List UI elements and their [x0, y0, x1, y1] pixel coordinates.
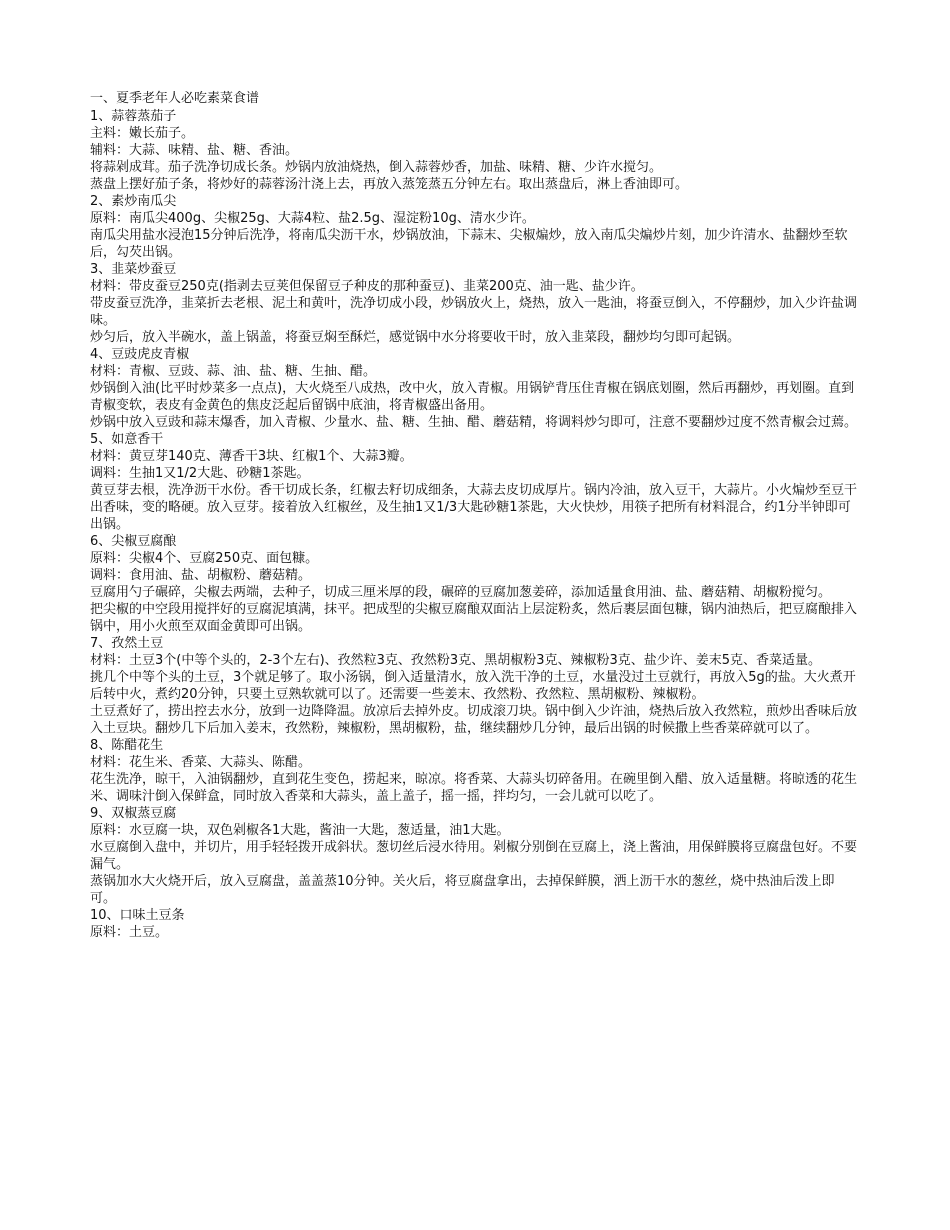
ingredients-line: 原料：南瓜尖400g、尖椒25g、大蒜4粒、盐2.5g、湿淀粉10g、清水少许。 [90, 211, 535, 226]
instruction-paragraph: 花生洗净，晾干，入油锅翻炒，直到花生变色，捞起来，晾凉。将香菜、大蒜头切碎备用。在碗里倒入醋、放入适量糖。将晾透的花生米、调味汁倒入保鲜盒，同时放入香菜和大蒜头，盖上盖子，摇一摇，拌均匀，一会儿就可以吃了。 [90, 772, 858, 804]
recipe-heading: 7、孜然土豆 [90, 636, 164, 651]
recipe-heading: 4、豆豉虎皮青椒 [90, 347, 190, 362]
instruction-paragraph: 炒锅中放入豆豉和蒜末爆香，加入青椒、少量水、盐、糖、生抽、醋、蘑菇精，将调料炒匀即可，注意不要翻炒过度不然青椒会过蔫。 [90, 415, 858, 430]
recipe-heading: 5、如意香干 [90, 432, 164, 447]
instruction-paragraph: 蒸锅加水大火烧开后，放入豆腐盘，盖盖蒸10分钟。关火后，将豆腐盘拿出，去掉保鲜膜，洒上沥干水的葱丝，烧中热油后泼上即可。 [90, 874, 835, 906]
recipe-heading: 8、陈醋花生 [90, 738, 164, 753]
instruction-paragraph: 把尖椒的中空段用搅拌好的豆腐泥填满，抹平。把成型的尖椒豆腐酿双面沾上层淀粉炙，然后裹层面包糠，锅内油热后，把豆腐酿排入锅中，用小火煎至双面金黄即可出锅。 [90, 602, 858, 634]
seasoning-line: 调料：生抽1又1/2大匙、砂糖1茶匙。 [90, 466, 310, 481]
ingredients-line: 材料：黄豆芽140克、薄香干3块、红椒1个、大蒜3瓣。 [90, 449, 413, 464]
recipe-heading: 3、韭菜炒蚕豆 [90, 262, 177, 277]
recipe-heading: 2、素炒南瓜尖 [90, 194, 177, 209]
instruction-paragraph: 炒锅倒入油(比平时炒菜多一点点)，大火烧至八成热，改中火，放入青椒。用锅铲背压住青椒在锅底划圈，然后再翻炒，再划圈。直到青椒变软，表皮有金黄色的焦皮泛起后留锅中底油，将青椒盛出备用。 [90, 381, 855, 413]
document-title: 一、夏季老年人必吃素菜食谱 [90, 91, 260, 106]
instruction-paragraph: 将蒜剁成茸。茄子洗净切成长条。炒锅内放油烧热，倒入蒜蓉炒香，加盐、味精、糖、少许水搅匀。 [90, 160, 663, 175]
ingredients-line: 辅料：大蒜、味精、盐、糖、香油。 [90, 143, 299, 158]
ingredients-line: 材料：土豆3个(中等个头的，2-3个左右)、孜然粒3克、孜然粉3克、黑胡椒粉3克、辣椒粉3克、盐少许、姜末5克、香菜适量。 [90, 653, 822, 668]
instruction-paragraph: 炒匀后，放入半碗水，盖上锅盖，将蚕豆焖至酥烂，感觉锅中水分将要收干时，放入韭菜段，翻炒均匀即可起锅。 [90, 330, 741, 345]
recipe-document [90, 90, 860, 941]
instruction-paragraph: 蒸盘上摆好茄子条，将炒好的蒜蓉汤汁浇上去，再放入蒸笼蒸五分钟左右。取出蒸盘后，淋上香油即可。 [90, 177, 689, 192]
ingredients-line: 材料：花生米、香菜、大蒜头、陈醋。 [90, 755, 312, 770]
ingredients-line: 主料：嫩长茄子。 [90, 126, 195, 141]
recipe-heading: 10、口味土豆条 [90, 908, 185, 923]
ingredients-line: 原料：土豆。 [90, 925, 169, 940]
ingredients-line: 原料：尖椒4个、豆腐250克、面包糠。 [90, 551, 319, 566]
ingredients-line: 原料：水豆腐一块，双色剁椒各1大匙，酱油一大匙，葱适量，油1大匙。 [90, 823, 510, 838]
instruction-paragraph: 黄豆芽去根，洗净沥干水份。香干切成长条，红椒去籽切成细条，大蒜去皮切成厚片。锅内冷油，放入豆干，大蒜片。小火煸炒至豆干出香味，变的略硬。放入豆芽。接着放入红椒丝，及生抽1又1/3大匙砂糖1茶匙，大火快炒，用筷子把所有材料混合，约1分半钟即可出锅。 [90, 483, 858, 532]
ingredients-line: 材料：青椒、豆豉、蒜、油、盐、糖、生抽、醋。 [90, 364, 377, 379]
recipe-heading: 9、双椒蒸豆腐 [90, 806, 177, 821]
recipe-heading: 6、尖椒豆腐酿 [90, 534, 177, 549]
instruction-paragraph: 水豆腐倒入盘中，并切片，用手轻轻拨开成斜状。葱切丝后浸水待用。剁椒分别倒在豆腐上，浇上酱油，用保鲜膜将豆腐盘包好。不要漏气。 [90, 840, 858, 872]
instruction-paragraph: 土豆煮好了，捞出控去水分，放到一边降降温。放凉后去掉外皮。切成滚刀块。锅中倒入少许油，烧热后放入孜然粒，煎炒出香味后放入土豆块。翻炒几下后加入姜末，孜然粉，辣椒粉，黑胡椒粉，盐，继续翻炒几分钟，最后出锅的时候撒上些香菜碎就可以了。 [90, 704, 858, 736]
ingredients-line: 材料：带皮蚕豆250克(指剥去豆荚但保留豆子种皮的那种蚕豆)、韭菜200克、油一匙、盐少许。 [90, 279, 644, 294]
instruction-paragraph: 带皮蚕豆洗净，韭菜折去老根、泥土和黄叶，洗净切成小段，炒锅放火上，烧热，放入一匙油，将蚕豆倒入，不停翻炒，加入少许盐调味。 [90, 296, 858, 328]
instruction-paragraph: 南瓜尖用盐水浸泡15分钟后洗净，将南瓜尖沥干水，炒锅放油，下蒜末、尖椒煸炒，放入南瓜尖煸炒片刻，加少许清水、盐翻炒至软后，勾芡出锅。 [90, 228, 848, 260]
instruction-paragraph: 豆腐用勺子碾碎，尖椒去两端，去种子，切成三厘米厚的段，碾碎的豆腐加葱姜碎，添加适量食用油、盐、蘑菇精、胡椒粉搅匀。 [90, 585, 832, 600]
seasoning-line: 调料：食用油、盐、胡椒粉、蘑菇精。 [90, 568, 312, 583]
instruction-paragraph: 挑几个中等个头的土豆，3个就足够了。取小汤锅，倒入适量清水，放入洗干净的土豆，水量没过土豆就行，再放入5g的盐。大火煮开后转中火，煮约20分钟，只要土豆熟软就可以了。还需要一些姜末、孜然粉、孜然粒、黑胡椒粉、辣椒粉。 [90, 670, 856, 702]
recipe-heading: 1、蒜蓉蒸茄子 [90, 109, 177, 124]
